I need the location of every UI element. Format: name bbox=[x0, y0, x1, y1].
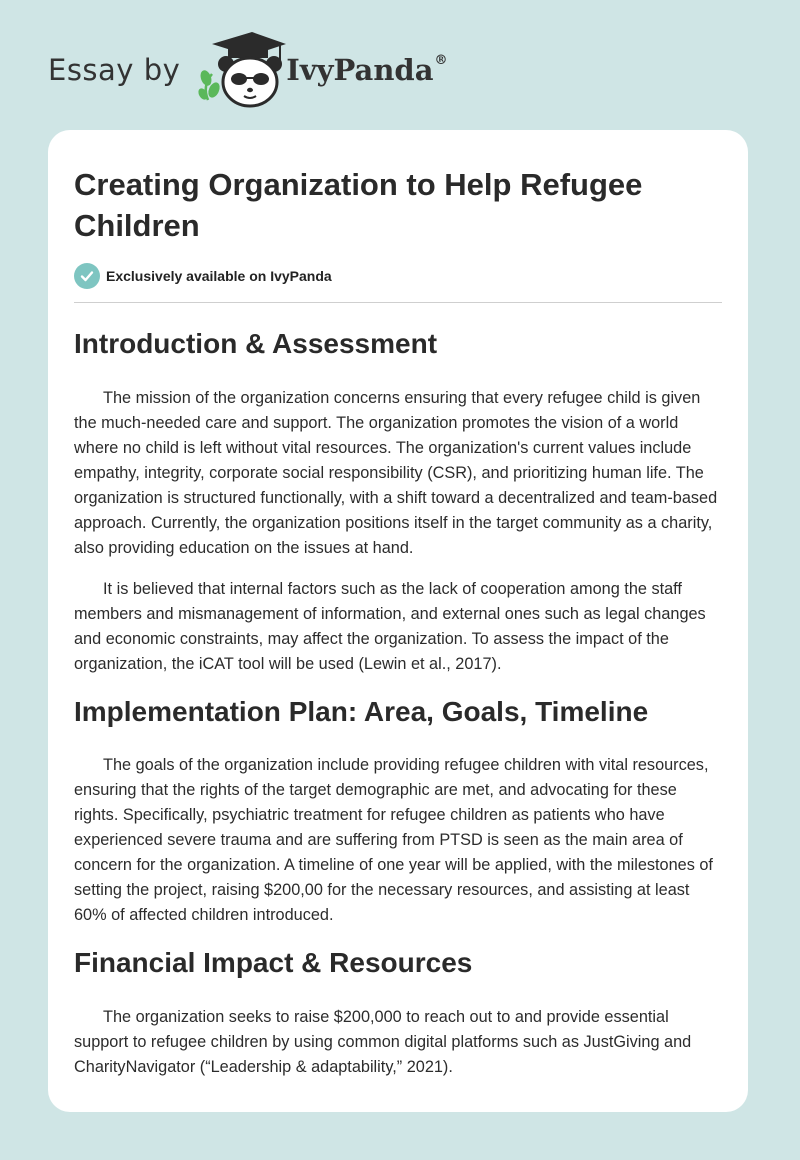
paragraph-introduction-1: The mission of the organization concerns ensuring that every refugee child is given the much-needed care and support. The organization promotes the vision of a world where no child is left without vital resources. The organization's current values include empathy, integrity, corporate social responsibility (CSR), and prioritizing human life. The organization is structured functionally, with a shift toward a decentralized and team-based approach. Currently, the organization positions itself in the target community as a charity, also providing education on the issues at hand. bbox=[74, 389, 718, 557]
section-heading-implementation: Implementation Plan: Area, Goals, Timeline bbox=[74, 696, 649, 727]
essay-by-label: Essay by bbox=[48, 53, 181, 87]
registered-mark: ® bbox=[434, 53, 448, 68]
section-heading-introduction: Introduction & Assessment bbox=[74, 328, 438, 359]
check-icon bbox=[74, 263, 100, 289]
section-heading-financial: Financial Impact & Resources bbox=[74, 947, 473, 978]
paragraph-introduction-2: It is believed that internal factors such as the lack of cooperation among the staff members and mismanagement of information, and external ones such as legal changes and economic constraints, may affect the organization. To assess the impact of the organization, the iCAT tool will be used (Lewin et al., 2017). bbox=[74, 580, 706, 673]
site-header bbox=[48, 30, 448, 110]
essay-title: Creating Organization to Help Refugee Children bbox=[74, 167, 643, 243]
paragraph-implementation-1: The goals of the organization include providing refugee children with vital resources, ensuring that the rights of the target demographic are met, and advocating for these rights. Specifically, psychiatric treatment for refugee children as patients who have experienced severe trauma and are suffering from PTSD is seen as the main area of concern for the organization. A timeline of one year will be applied, with the milestones of setting the project, raising $200,00 for the necessary resources, and assisting at least 60% of affected children introduced. bbox=[74, 756, 713, 924]
divider bbox=[74, 302, 722, 303]
paragraph-financial-1: The organization seeks to raise $200,000 to reach out to and provide essential support to refugee children by using common digital platforms such as JustGiving and CharityNavigator (“Leadership & adaptability,” 2021). bbox=[74, 1008, 692, 1076]
exclusive-label: Exclusively available on IvyPanda bbox=[106, 268, 332, 284]
essay-card bbox=[48, 130, 748, 1112]
exclusive-badge bbox=[74, 263, 332, 289]
brand-name[interactable]: IvyPanda® bbox=[286, 53, 448, 87]
panda-logo-icon[interactable] bbox=[194, 30, 290, 110]
